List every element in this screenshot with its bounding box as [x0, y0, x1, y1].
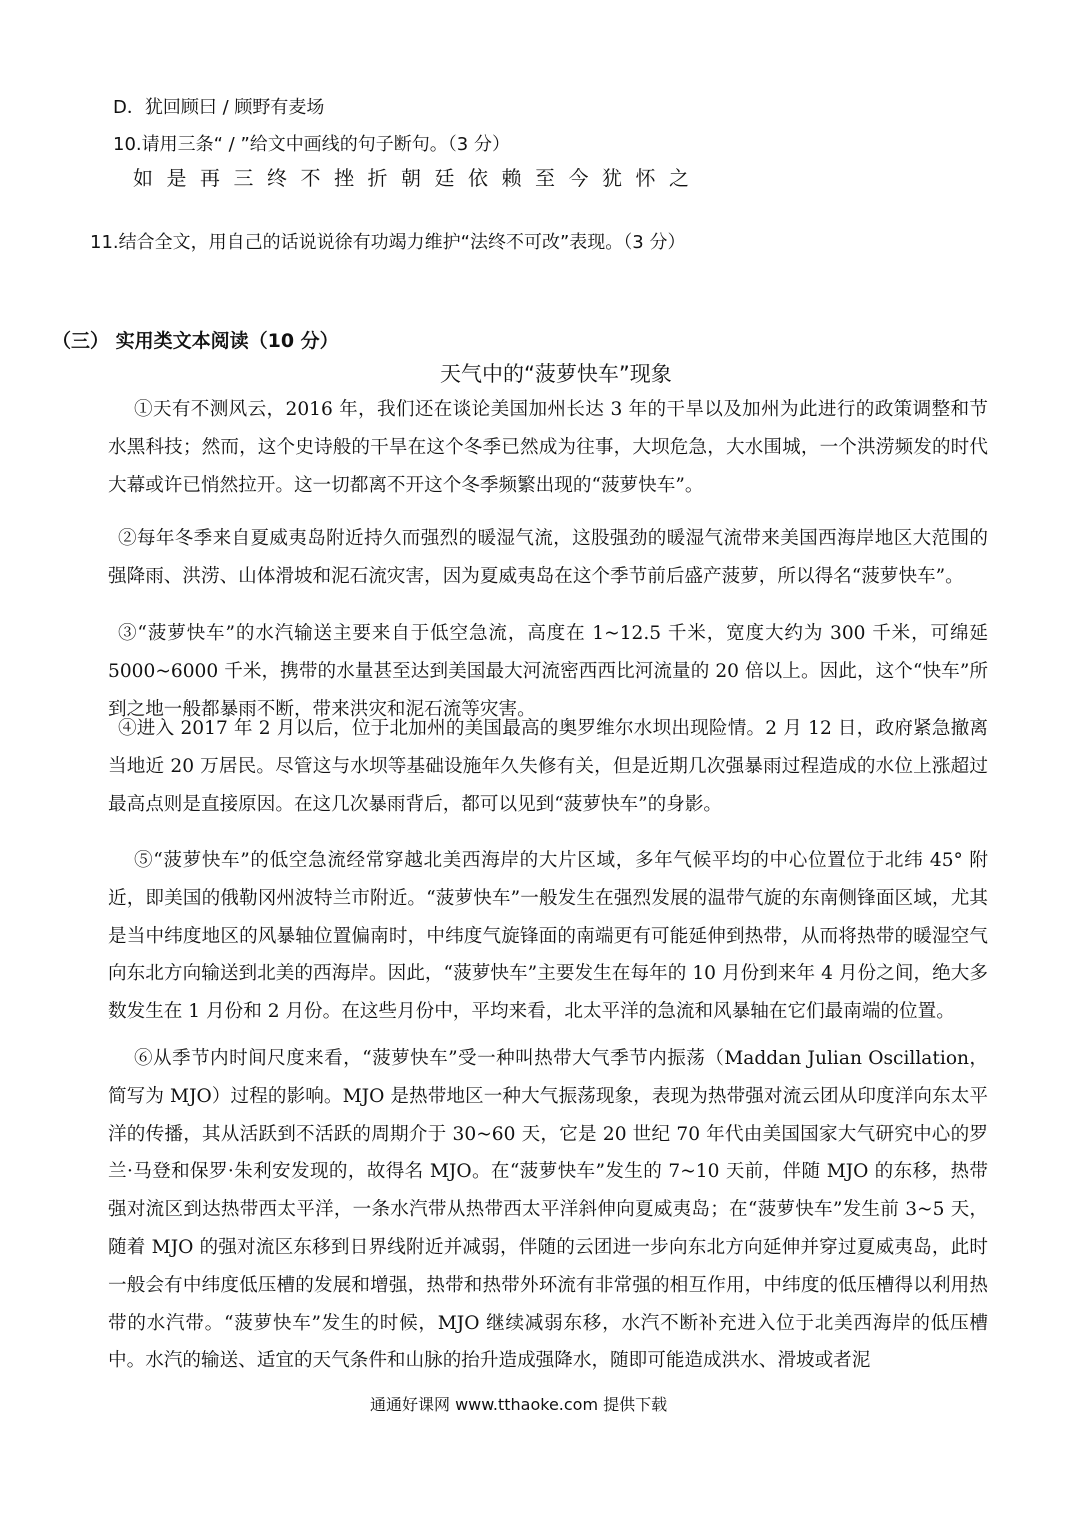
- option-d: D．犹回顾曰 / 顾野有麦场: [113, 97, 325, 118]
- section-heading: （三） 实用类文本阅读（10 分）: [52, 330, 339, 352]
- question-10: 10.请用三条“ / ”给文中画线的句子断句。（3 分）: [113, 134, 510, 155]
- question-11: 11.结合全文，用自己的话说说徐有功竭力维护“法终不可改”表现。（3 分）: [90, 232, 686, 253]
- footer: 通通好课网 www.tthaoke.com 提供下载: [370, 1395, 668, 1414]
- question-10-sentence: 如是再三终不挫折朝廷依赖至今犹怀之: [133, 166, 703, 190]
- article-title: 天气中的“菠萝快车”现象: [440, 362, 672, 386]
- paragraph-6: ⑥从季节内时间尺度来看，“菠萝快车”受一种叫热带大气季节内振荡（Maddan Julian Oscillation，简写为 MJO）过程的影响。MJO 是热带地区一种大气振荡现象，表现为热带强对流云团从印度洋向东太平洋的传播，其从活跃到不活跃的周期介于 30~60 天，它是 20 世纪 70 年代由美国国家大气研究中心的罗兰·马登和保罗·朱利安发现的，故得名 MJO。在“菠萝快车”发生的 7~10 天前，伴随 MJO 的东移，热带强对流区到达热带西太平洋，一条水汽带从热带西太平洋斜伸向夏威夷岛；在“菠萝快车”发生前 3~5 天，随着 MJO 的强对流区东移到日界线附近并减弱，伴随的云团进一步向东北方向延伸并穿过夏威夷岛，此时一般会有中纬度低压槽的发展和增强，热带和热带外环流有非常强的相互作用，中纬度的低压槽得以利用热带的水汽带。“菠萝快车”发生的时候，MJO 继续减弱东移，水汽不断补充进入位于北美西海岸的低压槽中。水汽的输送、适宜的天气条件和山脉的抬升造成强降水，随即可能造成洪水、滑坡或者泥: [108, 1048, 988, 1372]
- paragraph-4: ④进入 2017 年 2 月以后，位于北加州的美国最高的奥罗维尔水坝出现险情。2 月 12 日，政府紧急撤离当地近 20 万居民。尽管这与水坝等基础设施年久失修有关，但是近期几次强暴雨过程造成的水位上涨超过最高点则是直接原因。在这几次暴雨背后，都可以见到“菠萝快车”的身影。: [108, 718, 988, 815]
- paragraph-2: ②每年冬季来自夏威夷岛附近持久而强烈的暖湿气流，这股强劲的暖湿气流带来美国西海岸地区大范围的强降雨、洪涝、山体滑坡和泥石流灾害，因为夏威夷岛在这个季节前后盛产菠萝，所以得名“菠萝快车”。: [108, 528, 988, 587]
- paragraph-5: ⑤“菠萝快车”的低空急流经常穿越北美西海岸的大片区域，多年气候平均的中心位置位于北纬 45° 附近，即美国的俄勒冈州波特兰市附近。“菠萝快车”一般发生在强烈发展的温带气旋的东南侧锋面区域，尤其是当中纬度地区的风暴轴位置偏南时，中纬度气旋锋面的南端更有可能延伸到热带，从而将热带的暖湿空气向东北方向输送到北美的西海岸。因此，“菠萝快车”主要发生在每年的 10 月份到来年 4 月份之间，绝大多数发生在 1 月份和 2 月份。在这些月份中，平均来看，北太平洋的急流和风暴轴在它们最南端的位置。: [108, 850, 988, 1023]
- paragraph-3: ③“菠萝快车”的水汽输送主要来自于低空急流，高度在 1~12.5 千米，宽度大约为 300 千米，可绵延 5000~6000 千米，携带的水量甚至达到美国最大河流密西西比河流量的 20 倍以上。因此，这个“快车”所到之地一般都暴雨不断，带来洪灾和泥石流等灾害。: [108, 623, 988, 720]
- paragraph-1: ①天有不测风云，2016 年，我们还在谈论美国加州长达 3 年的干旱以及加州为此进行的政策调整和节水黑科技；然而，这个史诗般的干旱在这个冬季已然成为往事，大坝危急，大水围城，一个洪涝频发的时代大幕或许已悄然拉开。这一切都离不开这个冬季频繁出现的“菠萝快车”。: [108, 399, 988, 496]
